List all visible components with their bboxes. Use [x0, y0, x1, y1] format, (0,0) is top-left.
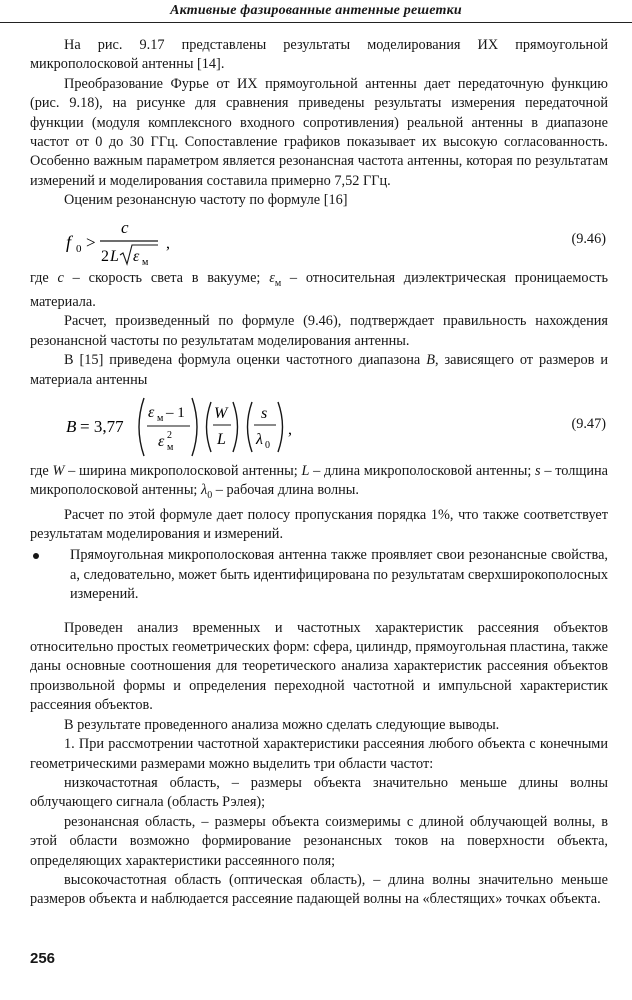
- p6-text-b: , зависящего от размеров и материала антенны: [30, 352, 608, 388]
- formula-9-46-number: (9.46): [571, 230, 606, 247]
- p4-text-a: где: [30, 269, 58, 286]
- paragraph-11: 1. При рассмотрении частотной характеристики рассеяния любого объекта с конечными геометрическими размерами можно выделить три области частот:: [30, 736, 608, 772]
- paragraph-9: Проведен анализ временных и частотных характеристик рассеяния объектов относительно простых геометрических форм: сфера, цилиндр, прямоугольная пластина, также даны основные соотношения для теоретического анализа характеристик рассеяния объектов произвольной формы и определения переходной частотной и импульсной характеристик рассеяния объектов.: [30, 619, 609, 714]
- p4-symbol-c: c: [57, 269, 64, 286]
- paren-1-right: [192, 398, 197, 456]
- lambda-sub: 0: [265, 439, 270, 451]
- paragraph-8: Расчет по этой формуле дает полосу пропускания порядка 1%, что также соответствует результатам моделирования и измерений.: [30, 506, 608, 543]
- formula-2-comma: ,: [288, 420, 292, 438]
- spacer: [30, 605, 608, 619]
- paragraph-7: [30, 462, 608, 506]
- f0-subscript: 0: [76, 242, 82, 255]
- L-symbol: L: [217, 430, 226, 448]
- paragraph-5: Расчет, произведенный по формуле (9.46), подтверждает правильность нахождения резонансной частоты по результатам моделирования антенны.: [30, 313, 608, 349]
- p6-text-a: В [15] приведена формула оценки частотного диапазона: [64, 352, 427, 369]
- page-body: [30, 36, 608, 910]
- s-symbol: s: [261, 404, 268, 422]
- p7-text-c: – длина микрополосковой антенны;: [309, 462, 536, 479]
- bullet-text: Прямоугольная микрополосковая антенна также проявляет свои резонансные свойства, а, следовательно, может быть идентифицирована по результатам сверхширокополосных измерений.: [70, 547, 608, 603]
- den-two: 2: [101, 247, 109, 265]
- eps-num: ε: [148, 403, 155, 421]
- p7-symbol-W: W: [52, 462, 65, 479]
- p7-text-d: – толщина микрополосковой антенны;: [30, 462, 609, 499]
- lambda-symbol: λ: [256, 430, 263, 448]
- formula-9-46: [30, 211, 608, 269]
- f0-symbol: f: [66, 231, 72, 252]
- gt-sign: >: [86, 232, 96, 252]
- eps-num-sub: м: [157, 412, 164, 424]
- p7-symbol-L: L: [301, 462, 310, 479]
- B-symbol: B: [66, 416, 77, 436]
- p4-symbol-eps: ε: [269, 269, 275, 286]
- p7-text-b: – ширина микрополосковой антенны;: [64, 462, 302, 479]
- header-title: Активные фазированные антенные решетки: [170, 3, 462, 18]
- paragraph-14: высокочастотная область (оптическая область), – длина волны значительно меньше размеров объекта и наблюдается рассеяние падающей волны на «блестящих» точках объекта.: [30, 871, 608, 908]
- p7-text-a: где: [30, 462, 53, 479]
- p7-symbol-lambda: λ: [200, 482, 208, 499]
- formula-9-47-number: (9.47): [571, 415, 606, 432]
- paragraph-3: Оценим резонансную частоту по формуле [16]: [64, 192, 348, 209]
- eps-den-sub: м: [167, 441, 174, 453]
- paren-2-left: [207, 402, 212, 452]
- page-number: 256: [30, 950, 56, 967]
- p7-lambda-sub: 0: [207, 490, 213, 502]
- den-L: L: [110, 247, 119, 265]
- p4-text-b: – скорость света в вакууме;: [63, 269, 270, 286]
- den-eps: ε: [133, 247, 140, 265]
- paren-2-right: [233, 402, 238, 452]
- paragraph-13: резонансная область, – размеры объекта соизмеримы с длиной облучающей волны, в этой области возможно формирование резонансных токов на поверхности объекта, определяющих характеристики рассеянного поля;: [30, 813, 608, 869]
- running-header: [0, 0, 632, 23]
- eps-den: ε: [158, 432, 165, 450]
- W-symbol: W: [214, 404, 228, 422]
- paren-3-left: [248, 402, 253, 452]
- minus-one: – 1: [166, 404, 185, 421]
- paren-1-left: [139, 398, 144, 456]
- coef-377: = 3,77: [80, 416, 124, 436]
- p6-symbol-B: B: [426, 352, 435, 369]
- p7-symbol-s: s: [535, 462, 541, 479]
- paragraph-12: низкочастотная область, – размеры объекта значительно меньше длины волны облучающего сигнала (область Рэлея);: [30, 774, 608, 811]
- formula-1-comma: ,: [166, 234, 170, 252]
- formula-9-46-graphic: [66, 211, 266, 269]
- formula-9-47-graphic: [66, 390, 326, 462]
- paren-3-right: [278, 402, 283, 452]
- p7-text-e: – рабочая длина волны.: [212, 482, 359, 499]
- formula-9-47: [30, 390, 608, 462]
- bullet-dot-icon: [33, 553, 39, 559]
- den-eps-subscript: м: [142, 256, 149, 268]
- eps-den-sup: 2: [167, 429, 172, 441]
- paragraph-4: [30, 269, 608, 313]
- p4-eps-subscript: м: [274, 277, 282, 289]
- paragraph-2: Преобразование Фурье от ИХ прямоугольной антенны дает передаточную функцию (рис. 9.18), на рисунке для сравнения приведены результаты измерения передаточной функции (модуля комплексного входного сопротивления) реальной антенны в диапазоне частот от 0 до 30 ГГц. Сопоставление графиков показывает их высокую согласованность. Особенно важным параметром является резонансная частота антенны, которая по результатам измерений и моделирования составила примерно 7,52 ГГц.: [30, 75, 608, 189]
- paragraph-10: В результате проведенного анализа можно сделать следующие выводы.: [64, 716, 500, 733]
- paragraph-1: На рис. 9.17 представлены результаты моделирования ИХ прямоугольной микрополосковой антенны [14].: [30, 37, 608, 73]
- numerator-c: c: [121, 217, 129, 237]
- bullet-item: [30, 546, 608, 604]
- paragraph-6: [30, 351, 608, 390]
- p4-text-rest: – относительная диэлектрическая проницаемость материала.: [30, 269, 608, 310]
